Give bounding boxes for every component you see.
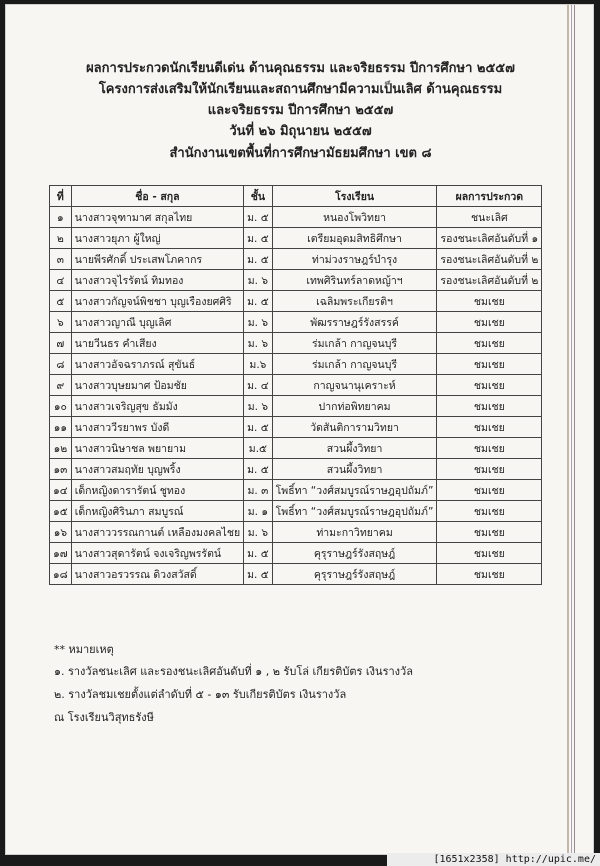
cell-grade: ม. ๑ [244, 501, 273, 522]
notes-line-1: ๑. รางวัลชนะเลิศ และรองชนะเลิศอันดับที่ ๑ , ๒ รับโล่ เกียรติบัตร เงินรางวัล [54, 665, 413, 678]
cell-school: เทพศิรินทร์ลาดหญ้าฯ [272, 270, 437, 291]
table-row [50, 480, 542, 501]
cell-no: ๔ [50, 270, 72, 291]
cell-result: ชมเชย [437, 333, 542, 354]
cell-school: ปากท่อพิทยาคม [272, 396, 437, 417]
cell-name: นางสาวบุษยมาศ ป้อมชัย [71, 375, 243, 396]
table-row [50, 564, 542, 585]
cell-no: ๕ [50, 291, 72, 312]
cell-grade: ม. ๕ [244, 459, 273, 480]
table-row [50, 207, 542, 228]
cell-grade: ม. ๕ [244, 417, 273, 438]
cell-name: นางสาววีรยาพร บังดี [71, 417, 243, 438]
table-row [50, 375, 542, 396]
cell-result: ชนะเลิศ [437, 207, 542, 228]
table-row [50, 354, 542, 375]
cell-grade: ม. ๓ [244, 480, 273, 501]
cell-grade: ม.๖ [244, 354, 273, 375]
cell-school: โพธิ์ทา “วงศ์สมบูรณ์ราษฎอุปถัมภ์” [272, 480, 437, 501]
notes-line-2: ๒. รางวัลชมเชยตั้งแต่ลำดับที่ ๕ - ๑๓ รับเกียรติบัตร เงินรางวัล [54, 688, 347, 701]
cell-name: นางสาวกัญจน์พิชชา บุญเรืองยศศิริ [71, 291, 243, 312]
cell-grade: ม. ๔ [244, 375, 273, 396]
cell-grade: ม. ๖ [244, 270, 273, 291]
cell-no: ๑๕ [50, 501, 72, 522]
cell-result: ชมเชย [437, 438, 542, 459]
cell-no: ๑๗ [50, 543, 72, 564]
cell-grade: ม. ๕ [244, 543, 273, 564]
cell-result: ชมเชย [437, 291, 542, 312]
cell-school: ร่มเกล้า กาญจนบุรี [272, 333, 437, 354]
heading-line-2: โครงการส่งเสริมให้นักเรียนและสถานศึกษามีความเป็นเลิศ ด้านคุณธรรม [98, 82, 503, 97]
cell-grade: ม. ๕ [244, 249, 273, 270]
cell-result: ชมเชย [437, 543, 542, 564]
header-name: ชื่อ - สกุล [71, 186, 243, 207]
heading-line-4: วันที่ ๒๖ มิถุนายน ๒๕๕๗ [229, 124, 372, 139]
cell-name: เด็กหญิงดารารัตน์ ชูทอง [71, 480, 243, 501]
header-result: ผลการประกวด [437, 186, 542, 207]
cell-result: ชมเชย [437, 417, 542, 438]
cell-no: ๑๖ [50, 522, 72, 543]
cell-name: เด็กหญิงศิรินภา สมบูรณ์ [71, 501, 243, 522]
watermark-footer: [1651x2358] http://upic.me/ [387, 853, 600, 866]
cell-result: ชมเชย [437, 354, 542, 375]
cell-school: เฉลิมพระเกียรติฯ [272, 291, 437, 312]
table-row [50, 522, 542, 543]
table-row [50, 543, 542, 564]
cell-result: ชมเชย [437, 375, 542, 396]
cell-school: พัฒรราษฎร์รังสรรค์ [272, 312, 437, 333]
cell-name: นางสาวยุภา ผู้ใหญ่ [71, 228, 243, 249]
cell-no: ๑๘ [50, 564, 72, 585]
cell-name: นางสาวสมฤทัย บุญพริ้ง [71, 459, 243, 480]
cell-grade: ม. ๖ [244, 522, 273, 543]
cell-result: ชมเชย [437, 522, 542, 543]
cell-school: คุรุราษฎร์รังสฤษฎ์ [272, 564, 437, 585]
cell-name: นางสาวสุดารัตน์ จงเจริญพรรัตน์ [71, 543, 243, 564]
cell-grade: ม.๕ [244, 438, 273, 459]
table-row [50, 270, 542, 291]
cell-result: ชมเชย [437, 396, 542, 417]
cell-grade: ม. ๕ [244, 291, 273, 312]
cell-no: ๙ [50, 375, 72, 396]
cell-grade: ม. ๕ [244, 564, 273, 585]
header-school: โรงเรียน [272, 186, 437, 207]
cell-grade: ม. ๕ [244, 228, 273, 249]
cell-no: ๑๒ [50, 438, 72, 459]
cell-name: นางสาวอรวรรณ ดิวงสวัสดิ์ [71, 564, 243, 585]
table-row [50, 312, 542, 333]
heading-line-3: และจริยธรรม ปีการศึกษา ๒๕๕๗ [207, 103, 394, 118]
cell-no: ๑๐ [50, 396, 72, 417]
notes-line-3: ณ โรงเรียนวิสุทธรังษี [54, 711, 154, 724]
table-row [50, 333, 542, 354]
cell-name: นางสาวจุฑามาศ สกุลไทย [71, 207, 243, 228]
cell-result: รองชนะเลิศอันดับที่ ๒ [437, 249, 542, 270]
results-table [49, 185, 542, 585]
cell-name: นางสาวนิษาชล พยายาม [71, 438, 243, 459]
header-no: ที่ [50, 186, 72, 207]
cell-no: ๑ [50, 207, 72, 228]
cell-name: นายวีนธร คำเสียง [71, 333, 243, 354]
cell-no: ๗ [50, 333, 72, 354]
cell-no: ๒ [50, 228, 72, 249]
cell-grade: ม. ๖ [244, 312, 273, 333]
cell-school: เตรียมอุดมสิทธิศึกษา [272, 228, 437, 249]
cell-result: รองชนะเลิศอันดับที่ ๑ [437, 228, 542, 249]
cell-school: คุรุราษฎร์รังสฤษฎ์ [272, 543, 437, 564]
cell-school: ท่ามะกาวิทยาคม [272, 522, 437, 543]
cell-name: นางสาวญาณี บุญเลิศ [71, 312, 243, 333]
cell-no: ๑๑ [50, 417, 72, 438]
cell-no: ๑๔ [50, 480, 72, 501]
cell-school: ร่มเกล้า กาญจนบุรี [272, 354, 437, 375]
cell-result: ชมเชย [437, 312, 542, 333]
cell-name: นางสาวอัจฉราภรณ์ สุขันธ์ [71, 354, 243, 375]
table-row [50, 417, 542, 438]
cell-grade: ม. ๖ [244, 333, 273, 354]
notes-title: ** หมายเหตุ [54, 643, 114, 656]
cell-school: วัดสันติการามวิทยา [272, 417, 437, 438]
cell-school: ท่าม่วงราษฎร์บำรุง [272, 249, 437, 270]
cell-result: ชมเชย [437, 480, 542, 501]
cell-no: ๑๓ [50, 459, 72, 480]
cell-no: ๖ [50, 312, 72, 333]
table-row [50, 396, 542, 417]
table-row [50, 459, 542, 480]
cell-school: โพธิ์ทา “วงศ์สมบูรณ์ราษฎอุปถัมภ์” [272, 501, 437, 522]
cell-result: ชมเชย [437, 564, 542, 585]
cell-name: นายพีรศักดิ์ ประเสพโภคากร [71, 249, 243, 270]
heading-line-1: ผลการประกวดนักเรียนดีเด่น ด้านคุณธรรม และจริยธรรม ปีการศึกษา ๒๕๕๗ [86, 61, 515, 76]
cell-grade: ม. ๖ [244, 396, 273, 417]
cell-no: ๘ [50, 354, 72, 375]
table-header-row [50, 186, 542, 207]
document-page [5, 4, 594, 855]
cell-result: รองชนะเลิศอันดับที่ ๒ [437, 270, 542, 291]
cell-school: สวนผึ้งวิทยา [272, 459, 437, 480]
cell-name: นางสาวเจริญสุข ธัมมัง [71, 396, 243, 417]
table-row [50, 291, 542, 312]
cell-grade: ม. ๕ [244, 207, 273, 228]
cell-name: นางสาวจุไรรัตน์ ทิมทอง [71, 270, 243, 291]
cell-no: ๓ [50, 249, 72, 270]
table-row [50, 438, 542, 459]
cell-school: หนองโพวิทยา [272, 207, 437, 228]
cell-result: ชมเชย [437, 459, 542, 480]
table-row [50, 228, 542, 249]
cell-result: ชมเชย [437, 501, 542, 522]
table-row [50, 501, 542, 522]
cell-school: กาญจนานุเคราะห์ [272, 375, 437, 396]
table-row [50, 249, 542, 270]
cell-school: สวนผึ้งวิทยา [272, 438, 437, 459]
header-grade: ชั้น [244, 186, 273, 207]
cell-name: นางสาววรรณกานต์ เหลืองมงคลไชย [71, 522, 243, 543]
heading-line-5: สำนักงานเขตพื้นที่การศึกษามัธยมศึกษา เขต ๘ [169, 146, 432, 161]
